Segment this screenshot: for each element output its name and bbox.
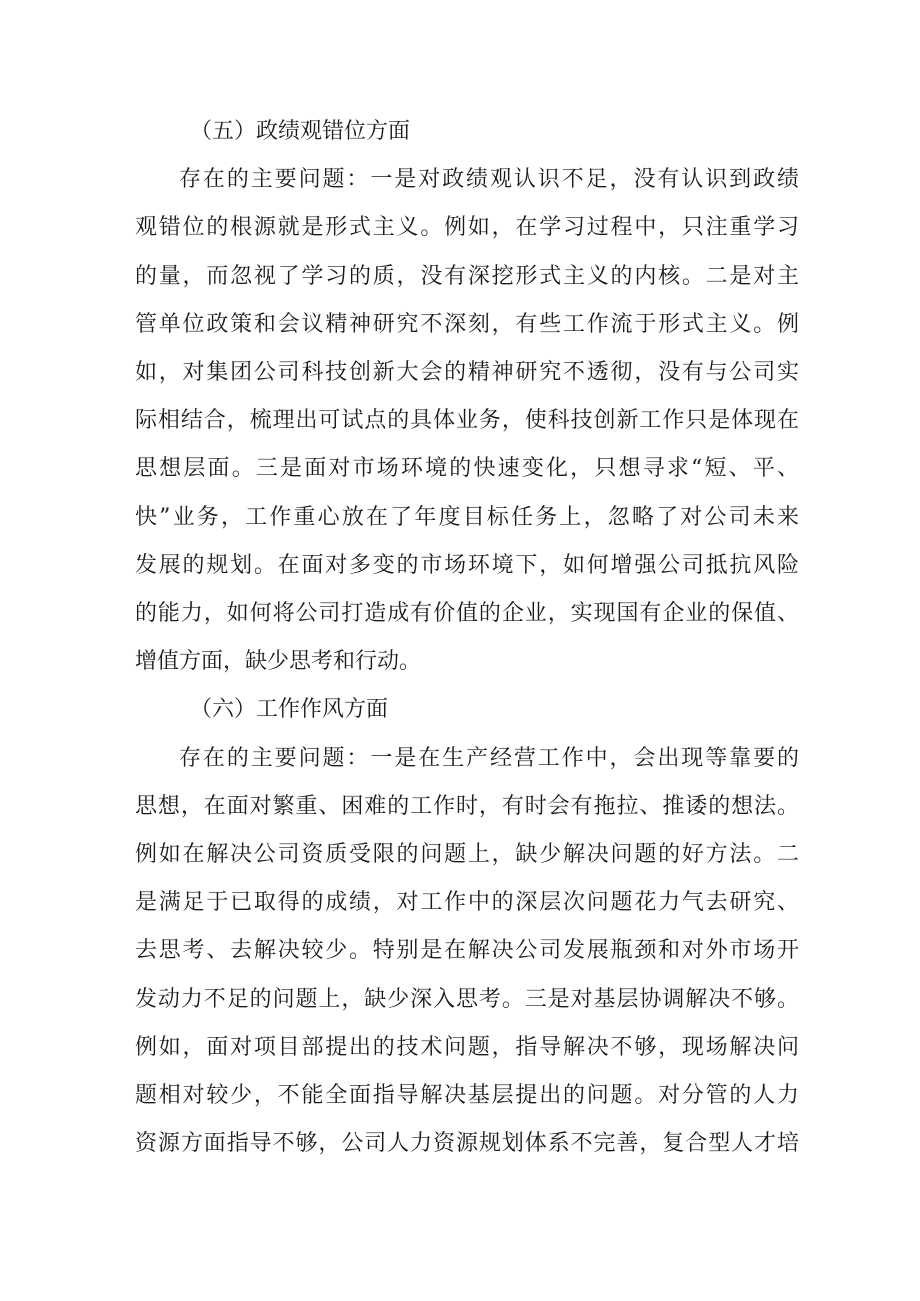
text-line: 的量，而忽视了学习的质，没有深挖形式主义的内核。二是对主 <box>135 263 799 289</box>
text-line: 增值方面，缺少思考和行动。 <box>135 649 422 675</box>
section-six <box>135 686 799 1168</box>
text-line: 发动力不足的问题上，缺少深入思考。三是对基层协调解决不够。 <box>135 986 799 1012</box>
text-line: 题相对较少，不能全面指导解决基层提出的问题。对分管的人力 <box>135 1083 799 1109</box>
text-line: 思想，在面对繁重、困难的工作时，有时会有拖拉、推诿的想法。 <box>135 793 799 819</box>
text-line: 资源方面指导不够，公司人力资源规划体系不完善，复合型人才培 <box>135 1131 799 1157</box>
section-heading: （五）政绩观错位方面 <box>190 119 411 144</box>
paragraph <box>135 735 799 1169</box>
text-line: 去思考、去解决较少。特别是在解决公司发展瓶颈和对外市场开 <box>135 938 799 964</box>
text-line: 的能力，如何将公司打造成有价值的企业，实现国有企业的保值、 <box>135 601 799 627</box>
text-line: 发展的规划。在面对多变的市场环境下，如何增强公司抵抗风险 <box>135 552 799 578</box>
text-line: 存在的主要问题：一是在生产经营工作中，会出现等靠要的 <box>179 745 799 771</box>
text-line: 思想层面。三是面对市场环境的快速变化，只想寻求“短、平、 <box>135 456 799 482</box>
section-five <box>135 108 799 686</box>
text-line: 例如在解决公司资质受限的问题上，缺少解决问题的好方法。二 <box>135 842 799 868</box>
paragraph <box>135 156 799 686</box>
section-heading: （六）工作作风方面 <box>190 697 389 723</box>
text-line: 际相结合，梳理出可试点的具体业务，使科技创新工作只是体现在 <box>135 408 799 434</box>
text-line: 是满足于已取得的成绩，对工作中的深层次问题花力气去研究、 <box>135 890 799 916</box>
text-line: 例如，面对项目部提出的技术问题，指导解决不够，现场解决问 <box>135 1034 799 1060</box>
text-line: 观错位的根源就是形式主义。例如，在学习过程中，只注重学习 <box>135 215 799 241</box>
text-line: 如，对集团公司科技创新大会的精神研究不透彻，没有与公司实 <box>135 360 799 386</box>
document-body <box>135 108 799 1168</box>
text-line: 快”业务，工作重心放在了年度目标任务上，忽略了对公司未来 <box>135 504 799 530</box>
text-line: 管单位政策和会议精神研究不深刻，有些工作流于形式主义。例 <box>135 311 799 337</box>
text-line: 存在的主要问题：一是对政绩观认识不足，没有认识到政绩 <box>179 167 799 193</box>
